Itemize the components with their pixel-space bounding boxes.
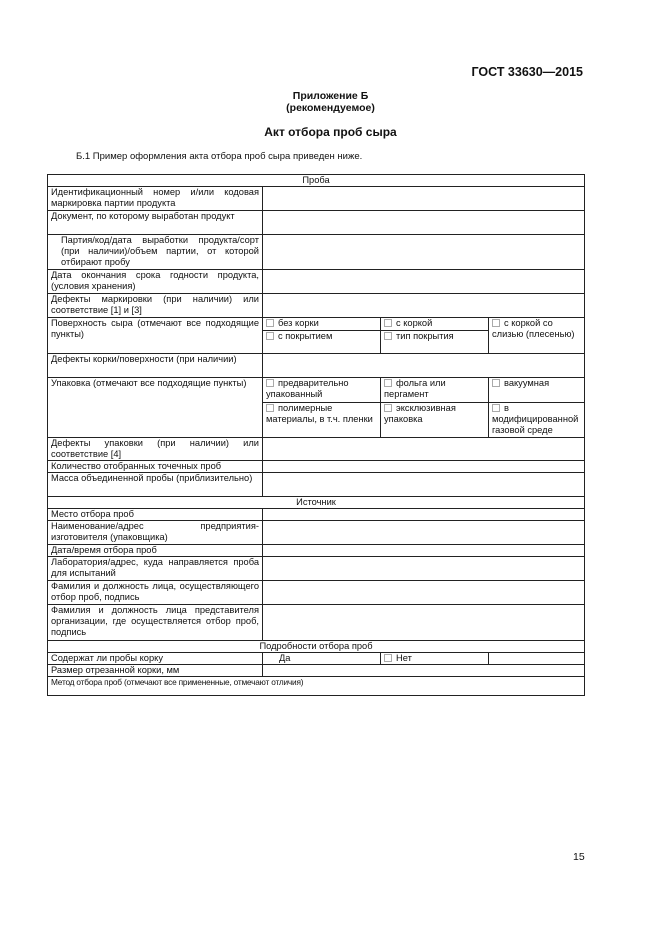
table-row	[48, 211, 585, 235]
checkbox-icon[interactable]	[384, 404, 392, 412]
value-cell-rind-defects[interactable]	[263, 354, 585, 378]
option-polymer-label: полимерные материалы, в т.ч. пленки	[266, 403, 373, 424]
section-source: Источник	[48, 497, 585, 509]
method-row[interactable]: Метод отбора проб (отмечают все примененные, отмечают отличия)	[48, 677, 585, 696]
section-sample: Проба	[48, 175, 585, 187]
table-row	[48, 473, 585, 497]
option-with-rind-label: с коркой	[396, 318, 433, 328]
row-label-packaging-defects: Дефекты упаковки (при наличии) или соответствие [4]	[48, 438, 263, 461]
value-cell-representative[interactable]	[263, 605, 585, 641]
value-cell-sampler[interactable]	[263, 581, 585, 605]
option-rind-mold[interactable]	[489, 318, 585, 354]
option-no-rind[interactable]	[263, 318, 381, 331]
row-label-mass: Масса объединенной пробы (приблизительно)	[48, 473, 263, 497]
value-cell-expiry[interactable]	[263, 270, 585, 294]
value-cell-count[interactable]	[263, 461, 585, 473]
row-label-rind-defects: Дефекты корки/поверхности (при наличии)	[48, 354, 263, 378]
value-cell-marking-defects[interactable]	[263, 294, 585, 318]
value-cell-document[interactable]	[263, 211, 585, 235]
option-vacuum-label: вакуумная	[504, 378, 550, 388]
row-label-contains-rind: Содержат ли пробы корку	[48, 653, 263, 665]
value-cell-packaging-defects[interactable]	[263, 438, 585, 461]
option-rind-mold-label: с коркой со слизью (плесенью)	[492, 318, 575, 339]
table-row	[48, 294, 585, 318]
standard-header: ГОСТ 33630—2015	[471, 65, 583, 79]
option-modified[interactable]	[489, 403, 585, 438]
value-cell-lab[interactable]	[263, 557, 585, 581]
annex-title: Приложение Б	[292, 90, 369, 102]
checkbox-icon[interactable]	[492, 404, 500, 412]
row-label-id-number: Идентификационный номер и/или кодовая маркировка партии продукта	[48, 187, 263, 211]
checkbox-icon[interactable]	[384, 654, 392, 662]
value-cell-manufacturer[interactable]	[263, 521, 585, 545]
row-label-datetime: Дата/время отбора проб	[48, 545, 263, 557]
row-label-expiry: Дата окончания срока годности продукта, (условия хранения)	[48, 270, 263, 294]
row-label-manufacturer: Наименование/адрес предприятия-изготовителя (упаковщика)	[48, 521, 263, 545]
batch-label-text: Партия/код/дата выработки продукта/сорт (при наличии)/объем партии, от которой отбирают пробу	[61, 235, 259, 267]
section-row-sample	[48, 175, 585, 187]
row-label-sampler: Фамилия и должность лица, осуществляющего отбор проб, подпись	[48, 581, 263, 605]
option-yes[interactable]	[263, 653, 381, 665]
option-coated-label: с покрытием	[278, 331, 333, 341]
table-row	[48, 235, 585, 270]
section-row-source	[48, 497, 585, 509]
option-with-rind[interactable]	[381, 318, 489, 331]
row-label-batch	[48, 235, 263, 270]
section-row-details	[48, 641, 585, 653]
row-label-representative: Фамилия и должность лица представителя организации, где осуществляется отбор проб, подпись	[48, 605, 263, 641]
value-cell-datetime[interactable]	[263, 545, 585, 557]
option-no[interactable]	[381, 653, 489, 665]
option-foil-label: фольга или пергамент	[384, 378, 446, 399]
row-label-packaging: Упаковка (отмечают все подходящие пункты)	[48, 378, 263, 438]
option-coated[interactable]	[263, 331, 381, 354]
option-no-rind-label: без корки	[278, 318, 319, 328]
table-row	[48, 318, 585, 331]
table-row	[48, 461, 585, 473]
option-exclusive-label: эксклюзивная упаковка	[384, 403, 456, 424]
checkbox-icon[interactable]	[266, 319, 274, 327]
checkbox-icon[interactable]	[492, 379, 500, 387]
checkbox-icon[interactable]	[384, 332, 392, 340]
option-coating-type[interactable]	[381, 331, 489, 354]
table-row	[48, 509, 585, 521]
section-details: Подробности отбора проб	[48, 641, 585, 653]
table-row	[48, 581, 585, 605]
row-label-surface: Поверхность сыра (отмечают все подходящие пункты)	[48, 318, 263, 354]
table-row	[48, 677, 585, 696]
document-title: Акт отбора проб сыра	[264, 125, 397, 139]
row-label-lab: Лаборатория/адрес, куда направляется проба для испытаний	[48, 557, 263, 581]
option-coating-type-label: тип покрытия	[396, 331, 454, 341]
option-modified-label: в модифицированной газовой среде	[492, 403, 579, 435]
sampling-act-table	[47, 174, 585, 696]
checkbox-icon[interactable]	[266, 332, 274, 340]
page-number: 15	[573, 851, 585, 863]
value-cell-id-number[interactable]	[263, 187, 585, 211]
value-cell-place[interactable]	[263, 509, 585, 521]
row-label-document: Документ, по которому выработан продукт	[48, 211, 263, 235]
table-row	[48, 187, 585, 211]
table-row	[48, 378, 585, 403]
table-row	[48, 557, 585, 581]
row-label-marking-defects: Дефекты маркировки (при наличии) или соответствие [1] и [3]	[48, 294, 263, 318]
option-no-label: Нет	[396, 653, 412, 663]
table-row	[48, 653, 585, 665]
option-foil[interactable]	[381, 378, 489, 403]
table-row	[48, 438, 585, 461]
intro-paragraph: Б.1 Пример оформления акта отбора проб сыра приведен ниже.	[76, 151, 363, 162]
option-yes-label: Да	[279, 653, 291, 663]
value-cell-batch[interactable]	[263, 235, 585, 270]
table-row	[48, 605, 585, 641]
option-polymer[interactable]	[263, 403, 381, 438]
value-cell-contains-rind-extra[interactable]	[489, 653, 585, 665]
row-label-place: Место отбора проб	[48, 509, 263, 521]
value-cell-mass[interactable]	[263, 473, 585, 497]
checkbox-icon[interactable]	[266, 379, 274, 387]
table-row	[48, 354, 585, 378]
row-label-count: Количество отобранных точечных проб	[48, 461, 263, 473]
table-row	[48, 521, 585, 545]
table-row	[48, 665, 585, 677]
checkbox-icon[interactable]	[384, 379, 392, 387]
option-vacuum[interactable]	[489, 378, 585, 403]
option-exclusive[interactable]	[381, 403, 489, 438]
annex-heading	[0, 90, 661, 114]
option-prepacked-label: предварительно упакованный	[266, 378, 349, 399]
row-label-rind-size: Размер отрезанной корки, мм	[48, 665, 263, 677]
value-cell-rind-size[interactable]	[263, 665, 585, 677]
checkbox-icon[interactable]	[384, 319, 392, 327]
table-row	[48, 270, 585, 294]
annex-subtitle: (рекомендуемое)	[286, 102, 375, 114]
checkbox-icon[interactable]	[266, 404, 274, 412]
checkbox-icon[interactable]	[492, 319, 500, 327]
table-row	[48, 545, 585, 557]
option-prepacked[interactable]	[263, 378, 381, 403]
